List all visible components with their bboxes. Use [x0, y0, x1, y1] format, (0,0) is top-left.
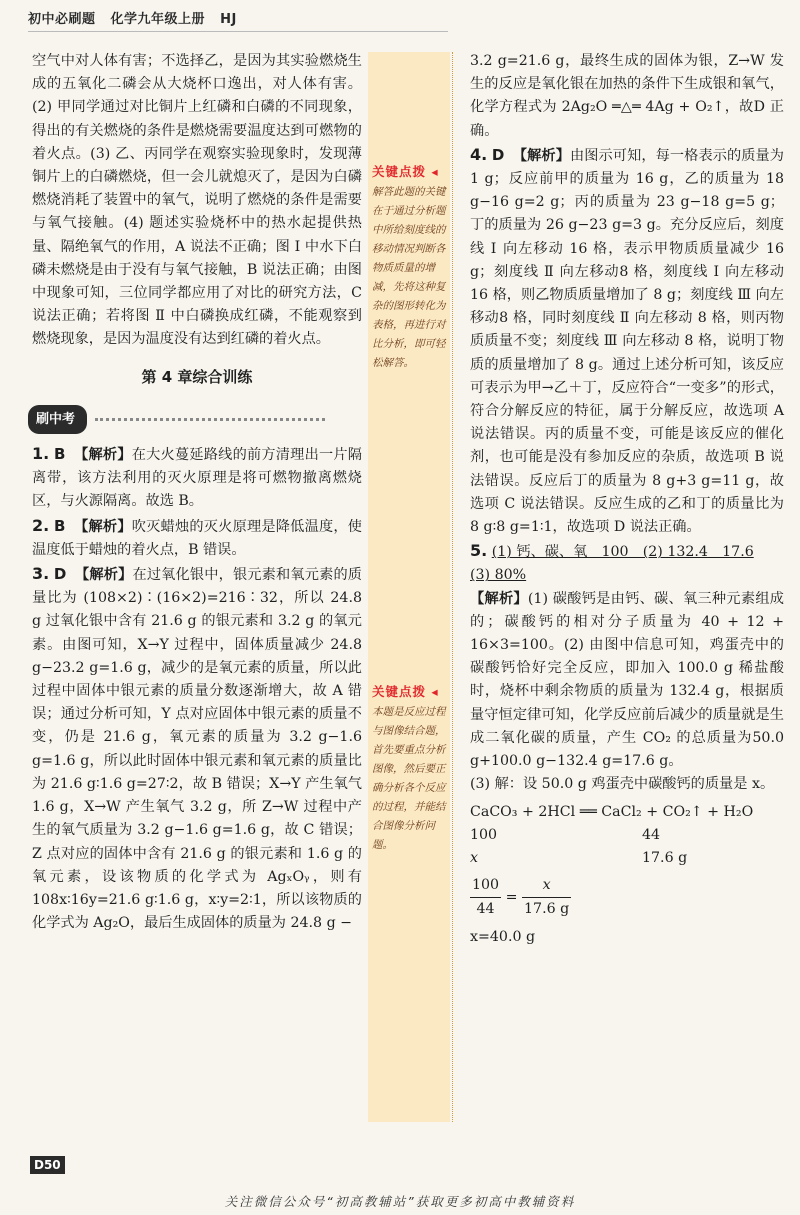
denominator: 44 — [476, 901, 495, 918]
section-title: 第 4 章综合训练 — [141, 367, 253, 386]
paragraph: 3.2 g=21.6 g，最终生成的固体为银，Z→W 发生的反应是氧化银在加热的条件下生成银和氧气，化学方程式为 2Ag₂O ═△═ 4Ag + O₂↑，故D 正确。 — [470, 53, 784, 139]
question-5-answers — [470, 539, 784, 564]
right-column — [470, 50, 784, 949]
question-number: 3. — [32, 564, 50, 584]
question-5-analysis — [470, 588, 784, 774]
question-2 — [32, 514, 362, 562]
fraction-left — [470, 874, 501, 921]
page-number: D50 — [30, 1156, 65, 1174]
analysis-text: 吹灭蜡烛的灭火原理是降低温度，使温度低于蜡烛的着火点，B 错误。 — [32, 518, 362, 558]
badge-label: 刷中考 — [28, 405, 87, 434]
sidebar-divider — [452, 52, 453, 1122]
question-1 — [32, 442, 362, 514]
question-3 — [32, 562, 362, 935]
question-5-answers-2 — [470, 564, 784, 587]
question-number: 1. — [32, 444, 50, 464]
note-text: 解答此题的关键在于通过分析题中所给刻度线的移动情况判断各物质质量的增减，先将这种复杂的图形转化为表格，再进行对比分析，即可轻松解答。 — [372, 186, 446, 369]
note-key-tip-1 — [372, 162, 448, 373]
paragraph: 空气中对人体有害；不选择乙，是因为其实验燃烧生成的五氧化二磷会从大烧杯口逸出，对人体有害。(2) 甲同学通过对比铜片上红磷和白磷的不同现象，得出的有关燃烧的条件是燃烧需要温度达到可燃物的着火点。(3) 乙、丙同学在观察实验现象时，发现薄铜片上的白磷燃烧，但一会儿就熄灭了，是因为白磷燃烧消耗了装置中的氧气，说明了燃烧的条件是需要与氧气接触。(4) 题述实验烧杯中的热水起提供热量、隔绝氧气的作用，A 说法不正确；图 Ⅰ 中水下白磷未燃烧是由于没有与氧气接触，B 说法正确；由图中现象可知，三位同学都应用了对比的研究方法，C 说法正确；若将图 Ⅱ 中白磷换成红磷，不能观察到燃烧现象，是因为温度没有达到红磷的着火点。 — [32, 53, 362, 348]
subject-name: 化学九年级上册 — [110, 12, 206, 27]
question-number: 5. — [470, 541, 488, 561]
page-header — [28, 8, 247, 27]
dotted-rule — [95, 418, 325, 421]
proportion: $\frac{100}{44}$ = $\frac{x}{17.6 g}$ — [470, 874, 784, 921]
analysis-tag: 【解析】 — [470, 590, 528, 607]
analysis-text: 在过氧化银中，银元素和氧元素的质量比为 (108×2)∶(16×2)=216∶32，所以 24.8 g 过氧化银中含有 21.6 g 的银元素和 3.2 g 的氧元素。由图可知，X→Y 过程中，固体质量减少 24.8 g−23.2 g=1.6 g，减少的是氧元素的质量，所以此过程中固体中银元素的质量分数逐渐增大，故 A 错误；通过分析可知，Y 点对应固体中银元素的质量不变，仍是 21.6 g，氧元素的质量为 3.2 g−1.6 g=1.6 g，所以此时固体中银元素和氧元素的质量比为 21.6 g∶1.6 g=27∶2，故 B 错误；X→Y 产生氧气 1.6 g，X→W 产生氧气 3.2 g，所 Z→W 过程中产生的氧气质量为 3.2 g−1.6 g=1.6 g，故 C 错误；Z 点对应的固体中含有 21.6 g 的银元素和 1.6 g 的氧元素，设该物质的化学式为 AgₓOᵧ，则有 108x∶16y=21.6 g∶1.6 g，x∶y=2∶1，所以该物质的化学式为 Ag₂O，最后生成固体的质量为 24.8 g − — [32, 567, 362, 932]
mass-ratio-grid — [470, 824, 784, 870]
answer-letter: D — [53, 565, 67, 584]
footer-note: 关注微信公众号“初高教辅站”获取更多初高中教辅资料 — [224, 1194, 576, 1209]
unknown-value: x — [470, 849, 479, 866]
note-title: 关键点拨 ◂ — [372, 162, 448, 181]
note-text: 本题是反应过程与图像结合题，首先要重点分析图像，然后要正确分析各个反应的过程，并能结合图像分析问题。 — [372, 706, 446, 851]
edition-label: HJ — [220, 12, 237, 27]
numerator: 100 — [470, 874, 501, 898]
answer-letter: D — [491, 145, 505, 164]
question-number: 4. — [470, 144, 488, 164]
question-4 — [470, 143, 784, 539]
answer-letter: B — [53, 516, 66, 535]
molar-mass-1: 100 — [470, 826, 498, 843]
numerator: x — [522, 874, 571, 898]
chemical-equation: CaCO₃ + 2HCl ══ CaCl₂ + CO₂↑ + H₂O — [470, 803, 754, 820]
molar-mass-2: 44 — [642, 826, 661, 843]
section-badge — [28, 405, 325, 434]
analysis-tag: 【解析】 — [74, 447, 132, 464]
solution-setup: (3) 解：设 50.0 g 鸡蛋壳中碳酸钙的质量是 x。 — [470, 776, 775, 793]
analysis-tag: 【解析】 — [75, 567, 133, 584]
known-value: 17.6 g — [642, 849, 688, 866]
denominator: 17.6 g — [524, 901, 570, 918]
answer-letter: B — [53, 445, 66, 464]
analysis-tag: 【解析】 — [74, 518, 132, 535]
analysis-text: (1) 碳酸钙是由钙、碳、氧三种元素组成的；碳酸钙的相对分子质量为 40 + 12 + 16×3=100。(2) 由图中信息可知，鸡蛋壳中的碳酸钙恰好完全反应，即加入 100.0 g 稀盐酸时，烧杯中剩余物质的质量为 132.4 g，根据质量守恒定律可知，化学反应前后减少的质量就是生成二氧化碳的质量，产生 CO₂ 的总质量为50.0 g+100.0 g−132.4 g=17.6 g。 — [470, 590, 784, 770]
fraction-right — [522, 874, 571, 921]
analysis-tag: 【解析】 — [512, 147, 570, 164]
series-name: 初中必刷题 — [28, 12, 96, 27]
note-key-tip-2 — [372, 682, 448, 855]
note-title: 关键点拨 ◂ — [372, 682, 448, 701]
left-column — [32, 50, 362, 935]
answer-line: (3) 80% — [470, 567, 527, 584]
question-number: 2. — [32, 515, 50, 535]
analysis-text: 在大火蔓延路线的前方清理出一片隔离带，该方法利用的灭火原理是将可燃物撤离燃烧区，与火源隔离。故选 B。 — [32, 447, 362, 510]
header-divider — [28, 31, 448, 32]
result: x=40.0 g — [470, 928, 536, 945]
answer-line: (1) 钙、碳、氧 100 (2) 132.4 17.6 — [491, 544, 754, 561]
analysis-text: 由图示可知，每一格表示的质量为 1 g；反应前甲的质量为 16 g，乙的质量为 18 g−16 g=2 g；丙的质量为 23 g−18 g=5 g；丁的质量为 26 g−23 g=3 g。充分反应后，刻度线 Ⅰ 向左移动 16 格，表示甲物质质量减少 16 g；刻度线 Ⅱ 向左移动8 格，刻度线 Ⅰ 向左移动 16 格，则乙物质质量增加了 8 g；刻度线 Ⅲ 向左移动8 格，同时刻度线 Ⅱ 向左移动 8 格，则丙物质质量不变；刻度线 Ⅲ 向左移动 8 格，说明丁物质的质量增加了 8 g。通过上述分析可知，该反应可表示为甲→乙＋丁，反应符合“一变多”的形式，符合分解反应的特征，属于分解反应，故选项 A 说法错误。丙的质量不变，可能是该反应的催化剂，也可能是没有参加反应的杂质，故选项 B 说法错误。反应后丁的质量为 8 g+3 g=11 g，故选项 C 说法错误。反应生成的乙和丁的质量比为 8 g∶8 g=1∶1，故选项 D 说法正确。 — [470, 147, 784, 536]
